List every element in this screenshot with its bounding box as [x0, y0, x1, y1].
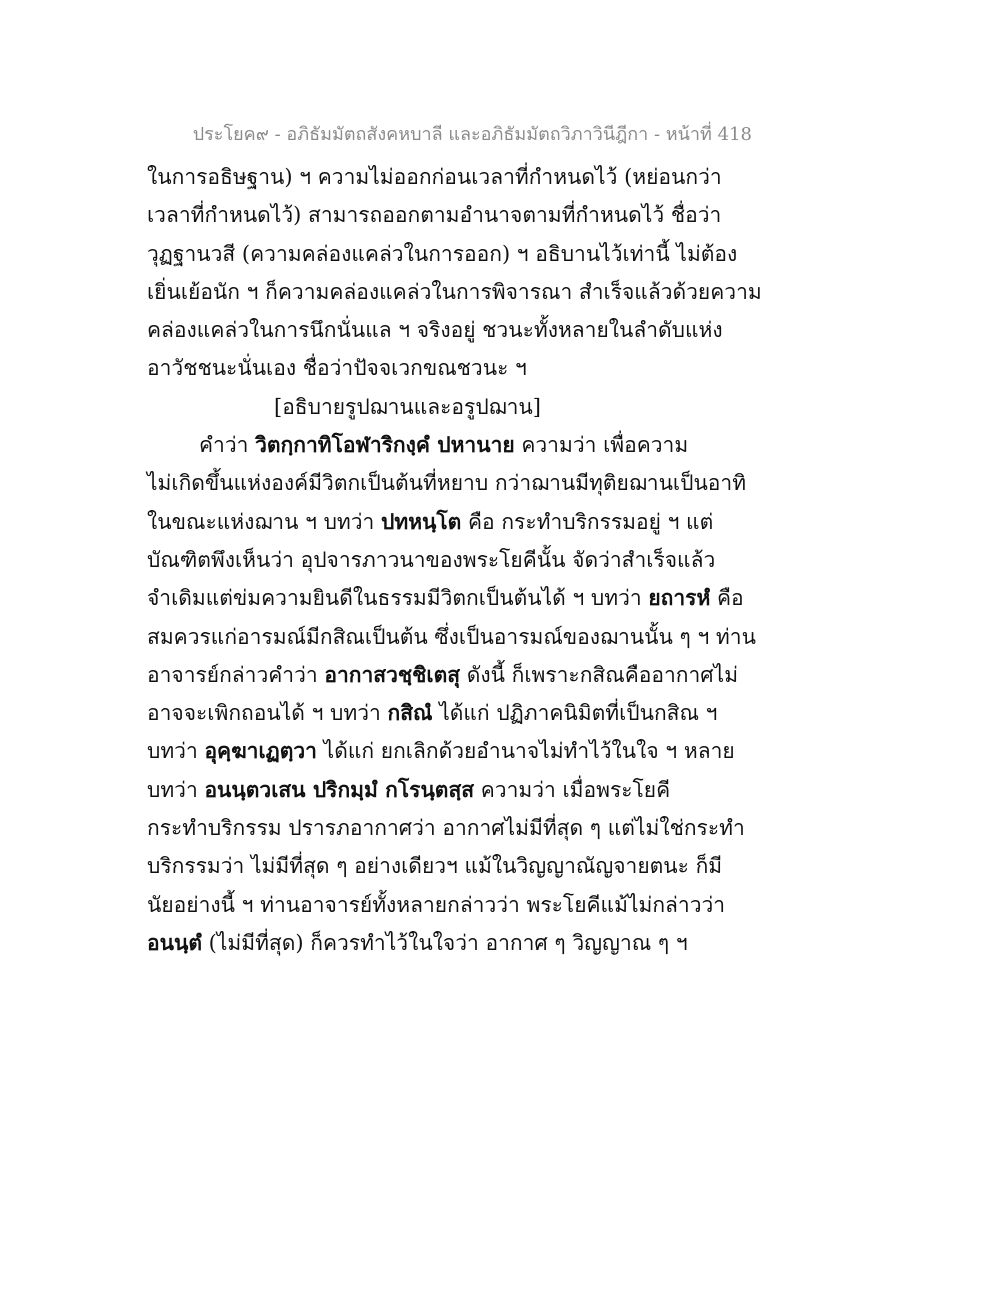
text-line	[147, 656, 767, 694]
pali-term: กสิณํ	[387, 700, 433, 726]
pali-term: อุคฺฆาเฏตฺวา	[204, 738, 317, 764]
text-segment: ในการอธิษฐาน) ฯ ความไม่ออกก่อนเวลาที่กำหนดไว้ (หย่อนกว่า	[147, 165, 722, 189]
text-segment: [อธิบายรูปฌานและอรูปฌาน]	[274, 394, 541, 419]
text-segment: สมควรแก่อารมณ์มีกสิณเป็นต้น ซึ่งเป็นอารมณ์ของฌานนั้น ๆ ฯ ท่าน	[147, 624, 756, 649]
text-line	[147, 886, 767, 924]
text-line	[147, 694, 767, 732]
text-line	[147, 158, 767, 196]
text-segment: ดังนี้ ก็เพราะกสิณคืออากาศไม่	[460, 662, 739, 687]
text-line	[147, 196, 767, 234]
text-segment: อาวัชชนะนั่นเอง ชื่อว่าปัจจเวกขณชวนะ ฯ	[147, 356, 527, 381]
text-segment: ความว่า เพื่อความ	[514, 433, 689, 458]
text-line	[147, 426, 767, 464]
text-segment: ได้แก่ ปฏิภาคนิมิตที่เป็นกสิณ ฯ	[432, 701, 718, 726]
text-line	[147, 732, 767, 770]
text-line	[147, 579, 767, 617]
text-segment: ไม่เกิดขึ้นแห่งองค์มีวิตกเป็นต้นที่หยาบ กว่าฌานมีทุติยฌานเป็นอาทิ	[147, 471, 747, 496]
text-segment: บทว่า	[147, 777, 205, 802]
pali-term: ยถารหํ	[648, 585, 711, 611]
text-line	[147, 618, 767, 656]
text-segment: ได้แก่ ยกเลิกด้วยอำนาจไม่ทำไว้ในใจ ฯ หลาย	[316, 739, 735, 764]
text-segment: คือ กระทำบริกรรมอยู่ ฯ แต่	[461, 509, 714, 534]
text-line	[147, 349, 767, 387]
text-segment: อาจจะเพิกถอนได้ ฯ บทว่า	[147, 701, 388, 726]
text-segment: เยิ่นเย้อนัก ฯ ก็ความคล่องแคล่วในการพิจารณา สำเร็จแล้วด้วยความ	[147, 279, 762, 304]
pali-term: อนนฺตวเสน ปริกมฺมํ กโรนฺตสฺส	[204, 776, 475, 802]
body-text	[147, 158, 767, 962]
text-line	[147, 771, 767, 809]
pali-term: วิตกฺกาทิโอฬาริกงฺคํ ปหานาย	[255, 432, 515, 458]
text-line	[147, 809, 767, 847]
text-line	[147, 273, 767, 311]
text-segment: กระทำบริกรรม ปรารภอากาศว่า อากาศไม่มีที่สุด ๆ แต่ไม่ใช่กระทำ	[147, 816, 745, 841]
pali-term: อากาสวชฺชิเตสุ	[324, 661, 461, 687]
section-heading	[147, 388, 767, 426]
pali-term: อนนฺตํ	[147, 929, 202, 955]
text-segment: (ไม่มีที่สุด) ก็ควรทำไว้ในใจว่า อากาศ ๆ วิญญาณ ๆ ฯ	[201, 930, 688, 955]
running-header: ประโยค๙ - อภิธัมมัตถสังคหบาลี และอภิธัมมัตถวิภาวินีฎีกา - หน้าที่ 418	[192, 124, 752, 145]
text-line	[147, 235, 767, 273]
text-segment: บทว่า	[147, 739, 205, 764]
text-line	[147, 311, 767, 349]
text-segment: คล่องแคล่วในการนึกนั่นแล ฯ จริงอยู่ ชวนะทั้งหลายในลำดับแห่ง	[147, 318, 723, 343]
text-line	[147, 541, 767, 579]
text-segment: ความว่า เมื่อพระโยคี	[474, 777, 671, 802]
text-segment: นัยอย่างนี้ ฯ ท่านอาจารย์ทั้งหลายกล่าวว่า พระโยคีแม้ไม่กล่าวว่า	[147, 892, 726, 917]
text-line	[147, 924, 767, 962]
pali-term: ปทหนฺโต	[381, 508, 462, 534]
text-segment: บัณฑิตพึงเห็นว่า อุปจารภาวนาของพระโยคีนั้น จัดว่าสำเร็จแล้ว	[147, 547, 716, 572]
text-line	[147, 847, 767, 885]
text-segment: จำเดิมแต่ข่มความยินดีในธรรมมีวิตกเป็นต้นได้ ฯ บทว่า	[147, 586, 649, 611]
text-segment: วุฏฐานวสี (ความคล่องแคล่วในการออก) ฯ อธิบานไว้เท่านี้ ไม่ต้อง	[147, 241, 738, 266]
text-segment: บริกรรมว่า ไม่มีที่สุด ๆ อย่างเดียวฯ แม้ในวิญญาณัญจายตนะ ก็มี	[147, 854, 723, 879]
text-segment: เวลาที่กำหนดไว้) สามารถออกตามอำนาจตามที่กำหนดไว้ ชื่อว่า	[147, 203, 722, 228]
text-segment: อาจารย์กล่าวคำว่า	[147, 662, 325, 687]
text-segment: คือ	[710, 586, 744, 611]
text-line	[147, 503, 767, 541]
text-segment: ในขณะแห่งฌาน ฯ บทว่า	[147, 509, 382, 534]
text-segment: คำว่า	[199, 433, 256, 458]
text-line	[147, 464, 767, 502]
